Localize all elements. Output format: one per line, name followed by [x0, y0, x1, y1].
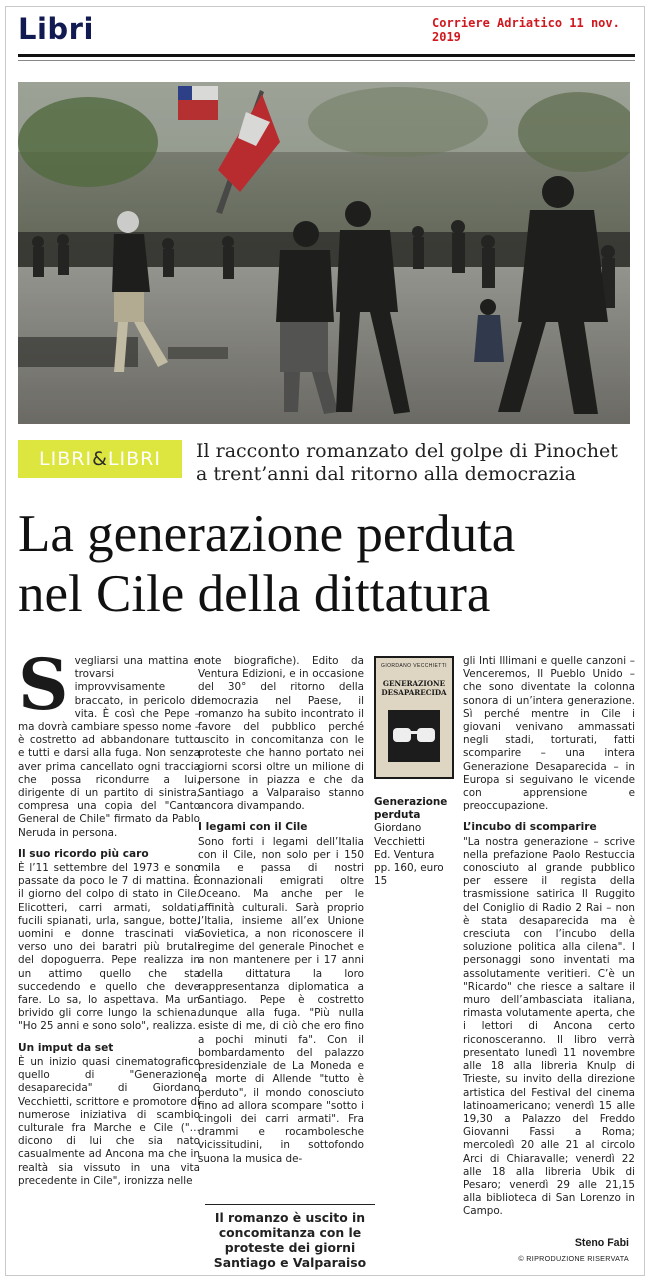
copyright-notice: © RIPRODUZIONE RISERVATA [518, 1254, 629, 1263]
drop-cap: S [18, 643, 69, 726]
col1-paragraph-1: vegliarsi una mattina e trovarsi improvvisamente braccato, in pericolo di vita. È così che Pepe – ma dovrà cambiare spesso nome – è costretto ad abbandonare tutto e tutti e darsi alla fuga. Non senza aver prima cancellato ogni traccia che possa ricondurre a lui, dirigente di un partito di sinistra, compresa una copia del "Canto General de Chile" firmato da Pablo Neruda in persona. [18, 655, 200, 839]
kicker-line-1: Il racconto romanzato del golpe di Pinochet [196, 440, 618, 462]
col3-paragraph-1: gli Inti Illimani e quelle canzoni – Venceremos, Il Pueblo Unido – che sono diventate la colonna sonora di un’intera generazione. Sì perché mentre in Cile i giovani venivano ammassati negli stadi, torturati, fatti scomparire – una intera Generazione Desaparecida – in Europa si seguivano le vicende con apprensione e preoccupazione. [463, 655, 635, 813]
cover-title-line-2: DESAPARECIDA [381, 687, 447, 697]
cover-title-line-1: GENERAZIONE [382, 679, 446, 688]
kicker-line-2: a trent’anni dal ritorno alla democrazia [196, 463, 576, 485]
libri-libri-rubric [18, 440, 182, 478]
header-subrule [18, 60, 635, 61]
book-details: pp. 160, euro 15 [374, 862, 444, 888]
article-column-1 [18, 643, 200, 1188]
col1-paragraph-2: È l’11 settembre del 1973 e sono passate da poco le 7 di mattina. È il giorno del colpo di stato in Cile. Elicotteri, carri armati, soldati, fucili spianati, urla, sangue, botte, uomini e donne trascinati via verso uno dei baratri più brutali del dopoguerra. Pepe realizza in un attimo quello che sta succedendo e quello che deve fare. Lo sa, lo aspettava. Ma un brivido gli corre lungo la schiena. "Ho 25 anni e sono solo", realizza. [18, 862, 200, 1033]
col3-subheading: L’incubo di scomparire [463, 821, 597, 834]
col1-subheading-2: Un imput da set [18, 1041, 114, 1054]
source-line: Corriere Adriatico 11 nov. 2019 [432, 16, 620, 44]
pull-quote: Il romanzo è uscito in concomitanza con le proteste dei giorni Santiago e Valparaiso [213, 1210, 367, 1270]
book-cover [374, 656, 454, 779]
col2-paragraph-2: Sono forti i legami dell’Italia con il Cile, non solo per i 150 mila e passa di nostri connazionali emigrati oltre Oceano. Ma anche per le affinità culturali. Sarà proprio l’Italia, insieme all’ex Unione Sovietica, a non riconoscere il regime del generale Pinochet e a non mantenere per i 17 anni della dittatura la loro rappresentanza diplomatica a Santiago. Pepe è costretto dunque alla fuga. "Più nulla esiste di me, di ciò che ero fino a pochi minuti fa". Con il bombardamento del palazzo presidenziale de La Moneda e la morte di Allende "tutto è perduto", il mondo conosciuto fino ad allora scompare "sotto i cingoli dei carri armati". Fra drammi e rocambolesche vicissitudini, in sottofondo suona la musica de- [198, 835, 364, 1165]
cover-title [376, 680, 452, 697]
headline-line-2: nel Cile della dittatura [18, 565, 491, 623]
rubric-left: LIBRI [39, 448, 93, 470]
kicker [196, 440, 618, 486]
article-column-3 [463, 655, 635, 1219]
book-info [374, 796, 458, 888]
article-column-2 [198, 655, 364, 1166]
section-title: Libri [18, 12, 94, 46]
rubric-amp: & [92, 448, 108, 470]
book-title-line-1: Generazione [374, 796, 448, 808]
protest-photo-illustration [18, 82, 630, 424]
col2-paragraph-1: note biografiche). Edito da Ventura Edizioni, e in occasione del 30° del ritorno della democrazia nel Paese, il romanzo ha subito incontrato il favore del pubblico perché uscito in concomitanza con le proteste che hanno portato nei giorni scorsi oltre un milione di persone in piazza e che da Santiago a Valparaiso stanno ancora divampando. [198, 655, 364, 813]
book-title-line-2: perduta [374, 809, 421, 822]
book-author-line-2: Vecchietti [374, 835, 426, 848]
col3-paragraph-2: "La nostra generazione – scrive nella prefazione Paolo Restuccia conosciuto al grande pubblico per essere il regista della trasmissione satirica Il Ruggito del Coniglio di Radio 2 Rai – non è stata desaparecida ma è cresciuta con l’incubo della soluzione politica alla cilena". I personaggi sono inventati ma assolutamente veritieri. C’è un "Ricardo" che riesce a saltare il muro dell’ambasciata italiana, rimasta volutamente aperta, che i lettori di Ancona certo riconosceranno. Il libro verrà presentato lunedì 11 novembre alle 18 alla libreria Knulp di Trieste, su invito della direzione artistica del Festival del cinema latinoamericano; venerdì 15 alle 19,30 a Palazzo del Freddo Giovanni Fassi a Roma; mercoledì 20 alle 21 al circolo Arci di Chiaravalle; venerdì 22 alle 18 alla libreria Ubik di Pesaro; venerdì 29 alle 21,15 alla biblioteca di San Lorenzo in Campo. [463, 835, 635, 1218]
col1-paragraph-3: È un inizio quasi cinematografico quello di "Generazione desaparecida" di Giordano Vecchietti, scrittore e promotore di numerose iniziativa di scambio culturale fra Marche e Cile ("… dicono di lui che sia nato casualmente ad Ancona ma che in realtà sia vissuto in una vita precedente in Cile", ironizza nelle [18, 1055, 200, 1187]
pull-quote-rule [205, 1204, 375, 1205]
book-publisher: Ed. Ventura [374, 848, 435, 861]
header-rule [18, 54, 635, 57]
author-signature: Steno Fabi [574, 1237, 629, 1249]
cover-author: GIORDANO VECCHIETTI [381, 663, 447, 669]
col1-subheading-1: Il suo ricordo più caro [18, 847, 149, 860]
headline [18, 504, 636, 624]
col2-subheading: I legami con il Cile [198, 821, 308, 834]
cover-sunglasses-icon [388, 710, 440, 762]
book-author-line-1: Giordano [374, 822, 422, 835]
protest-photo [18, 82, 630, 424]
rubric-right: LIBRI [107, 448, 161, 470]
headline-line-1: La generazione perduta [18, 505, 516, 563]
